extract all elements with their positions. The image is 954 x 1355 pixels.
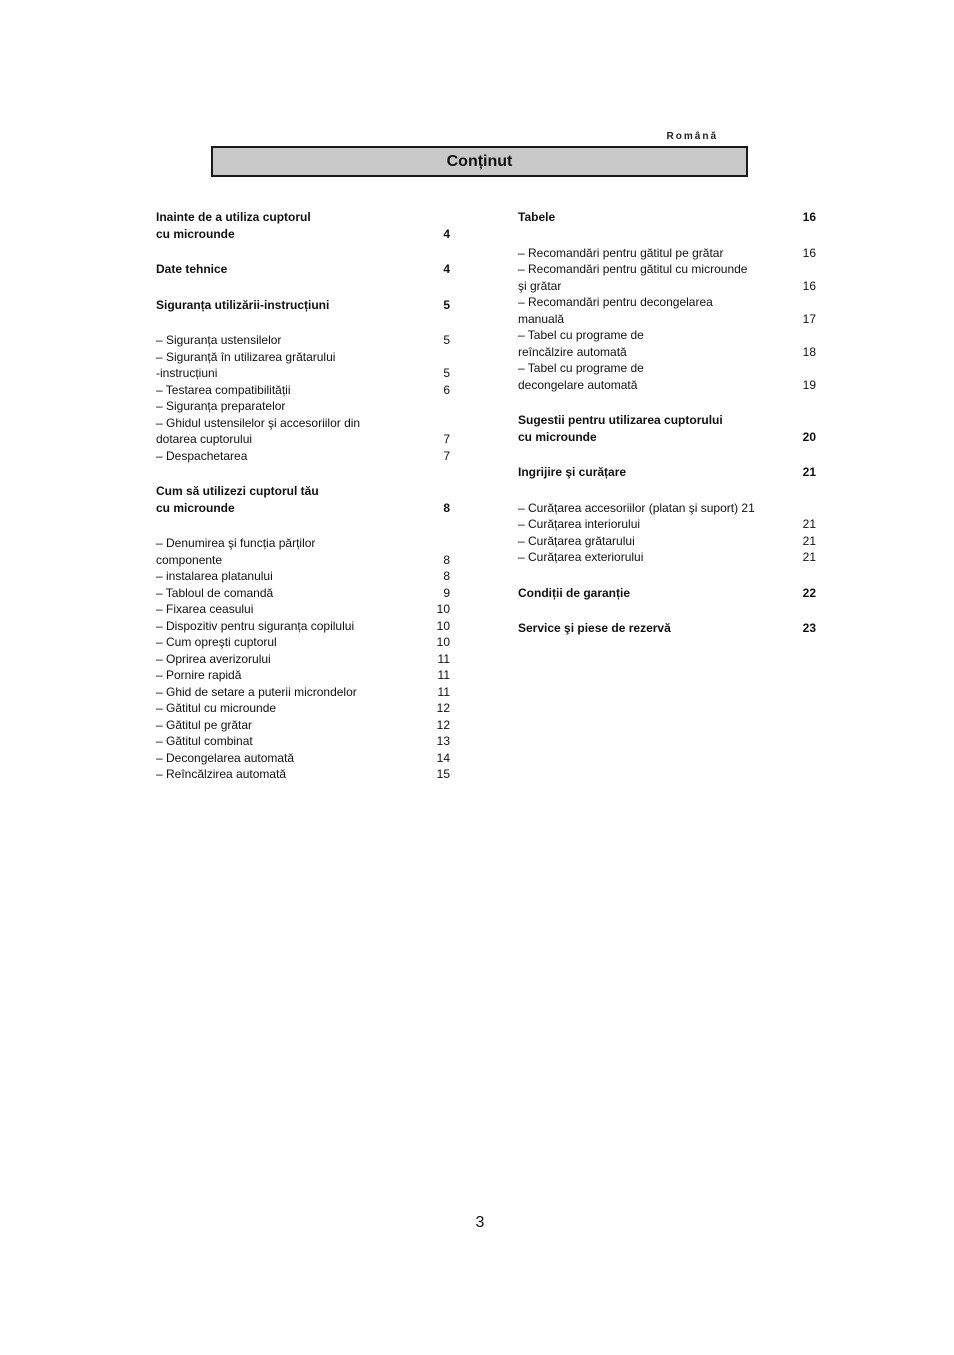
toc-entry-text: – Siguranță în utilizarea grătarului	[156, 349, 336, 364]
toc-spacer	[518, 601, 816, 620]
toc-item	[156, 667, 454, 684]
language-label: Română	[666, 131, 718, 142]
toc-spacer	[518, 566, 816, 585]
toc-section-heading	[518, 412, 816, 429]
toc-page-number: 10	[436, 618, 450, 633]
toc-item	[156, 349, 454, 366]
toc-item	[518, 261, 816, 278]
toc-entry-text: Condiții de garanție	[518, 585, 631, 600]
toc-page-number: 21	[802, 550, 816, 564]
toc-item	[518, 377, 816, 394]
toc-item	[156, 651, 454, 668]
toc-page-number: 20	[802, 429, 816, 444]
toc-page-number: 8	[443, 569, 450, 583]
toc-spacer	[156, 313, 454, 332]
toc-page-number: 22	[802, 585, 816, 600]
toc-section-heading	[156, 261, 454, 278]
toc-entry-text: – Ghidul ustensilelor şi accesoriilor din	[156, 415, 361, 430]
toc-entry-text: – Curățarea exteriorului	[518, 550, 644, 564]
toc-section-heading	[156, 226, 454, 243]
toc-page-number: 13	[436, 734, 450, 748]
toc-section-heading	[518, 209, 816, 226]
toc-item	[156, 552, 454, 569]
toc-page-number: 16	[802, 210, 816, 224]
toc-page-number: 5	[443, 297, 450, 312]
toc-entry-text: – Reîncălzirea automată	[156, 767, 287, 781]
toc-entry-text: Tabele	[518, 210, 556, 224]
toc-entry-text: – Tabel cu programe de	[518, 328, 644, 342]
toc-section-heading	[518, 429, 816, 446]
toc-entry-text: – Pornire rapidă	[156, 668, 242, 682]
toc-entry-text: cu microunde	[156, 226, 235, 241]
toc-item	[518, 500, 816, 517]
toc-section-heading	[518, 585, 816, 602]
toc-page-number: 17	[802, 311, 816, 326]
toc-entry-text: – Gătitul cu microunde	[156, 701, 277, 715]
toc-entry-text: – Ghid de setare a puterii microndelor	[156, 684, 357, 699]
toc-entry-text: Sugestii pentru utilizarea cuptorului	[518, 413, 723, 427]
toc-right-column	[518, 209, 816, 637]
toc-item	[518, 549, 816, 566]
toc-item	[518, 311, 816, 328]
toc-item	[518, 278, 816, 295]
toc-left-column	[156, 209, 454, 783]
toc-page-number: 10	[436, 602, 450, 616]
toc-page-number: 11	[437, 668, 450, 682]
toc-entry-text: reîncălzire automată	[518, 344, 627, 359]
toc-item	[156, 448, 454, 465]
toc-page-number: 4	[443, 262, 450, 276]
toc-entry-text: – Cum opreşti cuptorul	[156, 635, 277, 649]
toc-item	[156, 700, 454, 717]
toc-item	[156, 684, 454, 701]
toc-entry-text: Cum să utilizezi cuptorul tău	[156, 484, 319, 498]
toc-item	[156, 535, 454, 552]
toc-entry-text: decongelare automată	[518, 377, 638, 392]
toc-entry-text: – Denumirea şi funcția părților	[156, 536, 316, 550]
toc-entry-text: – Tabel cu programe de	[518, 361, 644, 375]
toc-item	[156, 382, 454, 399]
toc-entry-text: Date tehnice	[156, 262, 228, 276]
toc-page-number: 21	[802, 533, 816, 548]
toc-spacer	[518, 481, 816, 500]
toc-page-number: 9	[443, 585, 450, 600]
toc-page-number: 8	[443, 552, 450, 567]
toc-entry-text: manuală	[518, 311, 565, 326]
toc-entry-text: – Dispozitiv pentru siguranța copilului	[156, 618, 355, 633]
toc-section-heading	[156, 500, 454, 517]
toc-item	[156, 618, 454, 635]
toc-spacer	[156, 464, 454, 483]
toc-entry-text: – Curățarea accesoriilor (platan şi suport) 21	[518, 500, 755, 515]
toc-item	[156, 431, 454, 448]
toc-page-number: 5	[443, 366, 450, 380]
toc-entry-text: -instrucțiuni	[156, 366, 218, 380]
toc-item	[518, 294, 816, 311]
toc-page-number: 8	[443, 500, 450, 515]
toc-item	[156, 733, 454, 750]
toc-item	[518, 245, 816, 262]
toc-entry-text: – Recomandări pentru decongelarea	[518, 295, 713, 309]
toc-page-number: 21	[802, 517, 816, 531]
toc-entry-text: – Gătitul pe grătar	[156, 717, 253, 732]
toc-entry-text: – instalarea platanului	[156, 569, 273, 583]
toc-page-number: 12	[436, 701, 450, 715]
toc-section-heading	[156, 209, 454, 226]
toc-page-number: 19	[802, 377, 816, 392]
toc-item	[156, 398, 454, 415]
toc-entry-text: – Recomandări pentru gătitul cu microunde	[518, 262, 748, 276]
toc-page-number: 7	[443, 448, 450, 463]
toc-spacer	[518, 445, 816, 464]
toc-page-number: 16	[802, 278, 816, 293]
toc-entry-text: – Oprirea averizorului	[156, 651, 271, 666]
toc-entry-text: cu microunde	[518, 429, 597, 444]
toc-spacer	[518, 393, 816, 412]
toc-entry-text: – Curățarea grătarului	[518, 533, 635, 548]
toc-section-heading	[156, 483, 454, 500]
toc-item	[156, 717, 454, 734]
toc-page-number: 12	[436, 717, 450, 732]
toc-item	[156, 415, 454, 432]
toc-entry-text: – Fixarea ceasului	[156, 602, 254, 616]
toc-item	[156, 750, 454, 767]
toc-page-number: 11	[437, 684, 450, 699]
toc-item	[518, 516, 816, 533]
toc-entry-text: dotarea cuptorului	[156, 432, 253, 446]
toc-entry-text: Siguranța utilizării-instrucțiuni	[156, 297, 330, 312]
toc-item	[156, 766, 454, 783]
toc-spacer	[156, 242, 454, 261]
toc-entry-text: şi grătar	[518, 278, 562, 293]
toc-item	[156, 332, 454, 349]
toc-entry-text: – Siguranța ustensilelor	[156, 333, 282, 347]
toc-entry-text: – Curățarea interiorului	[518, 517, 641, 531]
toc-item	[156, 585, 454, 602]
toc-entry-text: cu microunde	[156, 500, 235, 515]
toc-entry-text: Ingrijire şi curățare	[518, 465, 627, 479]
toc-page-number: 11	[437, 651, 450, 666]
toc-page-number: 23	[802, 621, 816, 635]
toc-page-number: 21	[802, 465, 816, 479]
toc-page-number: 10	[436, 635, 450, 649]
toc-page-number: 4	[443, 226, 450, 241]
toc-item	[156, 568, 454, 585]
toc-page-number: 5	[443, 333, 450, 347]
toc-entry-text: – Recomandări pentru gătitul pe grătar	[518, 245, 724, 260]
toc-spacer	[518, 226, 816, 245]
toc-page-number: 15	[436, 767, 450, 781]
toc-entry-text: componente	[156, 552, 223, 567]
toc-spacer	[156, 516, 454, 535]
toc-section-heading	[518, 620, 816, 637]
toc-entry-text: – Decongelarea automată	[156, 750, 295, 765]
toc-item	[518, 533, 816, 550]
toc-spacer	[156, 278, 454, 297]
toc-section-heading	[518, 464, 816, 481]
toc-entry-text: – Tabloul de comandă	[156, 585, 274, 600]
toc-item	[156, 365, 454, 382]
toc-item	[518, 344, 816, 361]
toc-item	[156, 601, 454, 618]
toc-entry-text: – Siguranța preparatelor	[156, 399, 286, 413]
toc-entry-text: Service şi piese de rezervă	[518, 621, 671, 635]
page-number: 3	[475, 1214, 485, 1231]
page-title: Conținut	[211, 146, 748, 177]
toc-page-number: 6	[443, 382, 450, 397]
toc-entry-text: – Gătitul combinat	[156, 734, 253, 748]
toc-entry-text: – Despachetarea	[156, 448, 248, 463]
toc-entry-text: Inainte de a utiliza cuptorul	[156, 210, 311, 224]
toc-page-number: 16	[802, 245, 816, 260]
toc-item	[156, 634, 454, 651]
toc-section-heading	[156, 297, 454, 314]
toc-page-number: 18	[802, 344, 816, 359]
toc-item	[518, 360, 816, 377]
toc-entry-text: – Testarea compatibilității	[156, 382, 291, 397]
toc-page-number: 7	[443, 432, 450, 446]
toc-page-number: 14	[436, 750, 450, 765]
toc-item	[518, 327, 816, 344]
